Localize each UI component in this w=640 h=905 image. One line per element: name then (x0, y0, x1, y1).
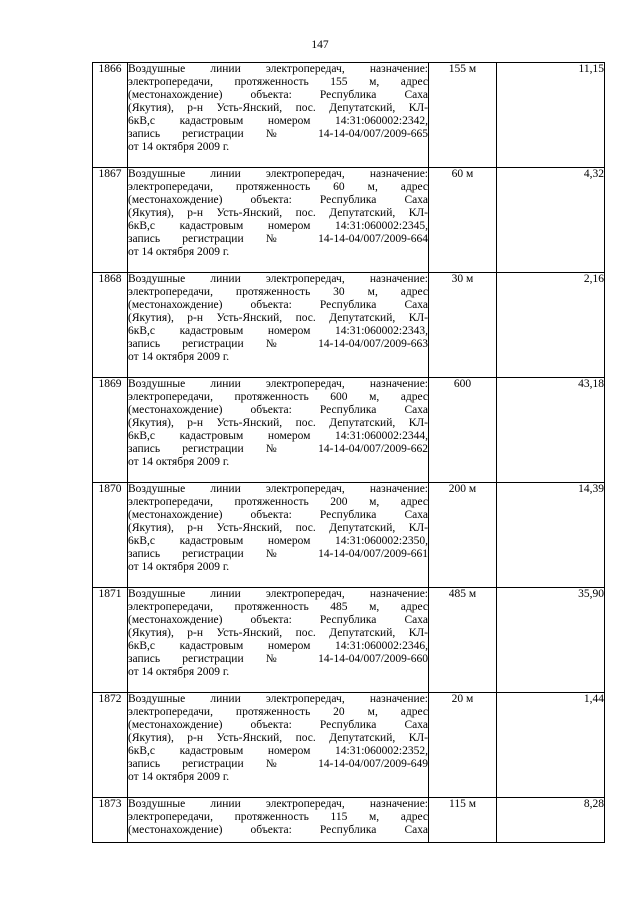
row-description (128, 378, 429, 483)
description-line: 6кВ,с кадастровым номером 14:31:060002:2350, (128, 535, 428, 547)
description-line: запись регистрации № 14-14-04/007/2009-664 (128, 233, 428, 245)
description-line: Воздушные линии электропередач, назначение: (128, 168, 428, 180)
description-line: (Якутия), р-н Усть-Янский, пос. Депутатский, КЛ- (128, 732, 428, 744)
description-line: 6кВ,с кадастровым номером 14:31:060002:2342, (128, 115, 428, 127)
row-length: 60 м (429, 168, 497, 273)
description-line: электропередачи, протяженность 485 м, адрес (128, 601, 428, 613)
table-row (93, 588, 605, 693)
row-description (128, 588, 429, 693)
description-line: от 14 октября 2009 г. (128, 351, 230, 363)
description-line: электропередачи, протяженность 155 м, адрес (128, 76, 428, 88)
description-line: от 14 октября 2009 г. (128, 771, 230, 783)
description-line: электропередачи, протяженность 60 м, адрес (128, 181, 428, 193)
row-description (128, 63, 429, 168)
description-line: электропередачи, протяженность 600 м, адрес (128, 391, 428, 403)
description-line: Воздушные линии электропередач, назначение: (128, 63, 428, 75)
row-description (128, 483, 429, 588)
description-line: от 14 октября 2009 г. (128, 666, 230, 678)
description-line: (Якутия), р-н Усть-Янский, пос. Депутатский, КЛ- (128, 627, 428, 639)
row-value: 43,18 (497, 378, 605, 483)
description-line: запись регистрации № 14-14-04/007/2009-665 (128, 128, 428, 140)
page-number: 147 (311, 39, 329, 51)
row-number: 1870 (93, 483, 128, 588)
description-line: Воздушные линии электропередач, назначение: (128, 273, 428, 285)
description-line: (местонахождение) объекта: Республика Саха (128, 509, 428, 521)
table-row (93, 378, 605, 483)
description-line: запись регистрации № 14-14-04/007/2009-661 (128, 548, 428, 560)
description-line: от 14 октября 2009 г. (128, 246, 230, 258)
row-description (128, 168, 429, 273)
table-row (93, 798, 605, 843)
description-line: (местонахождение) объекта: Республика Саха (128, 89, 428, 101)
description-line: запись регистрации № 14-14-04/007/2009-660 (128, 653, 428, 665)
description-line: (Якутия), р-н Усть-Янский, пос. Депутатский, КЛ- (128, 417, 428, 429)
description-line: запись регистрации № 14-14-04/007/2009-649 (128, 758, 428, 770)
table-row (93, 63, 605, 168)
row-length: 200 м (429, 483, 497, 588)
row-value: 2,16 (497, 273, 605, 378)
row-value: 35,90 (497, 588, 605, 693)
table-row (93, 483, 605, 588)
description-line: (местонахождение) объекта: Республика Саха (128, 824, 428, 836)
description-line: (Якутия), р-н Усть-Янский, пос. Депутатский, КЛ- (128, 522, 428, 534)
description-line: электропередачи, протяженность 20 м, адрес (128, 706, 428, 718)
description-line: запись регистрации № 14-14-04/007/2009-663 (128, 338, 428, 350)
description-line: электропередачи, протяженность 30 м, адрес (128, 286, 428, 298)
row-number: 1868 (93, 273, 128, 378)
table-row (93, 693, 605, 798)
row-length: 485 м (429, 588, 497, 693)
description-line: 6кВ,с кадастровым номером 14:31:060002:2352, (128, 745, 428, 757)
description-line: (Якутия), р-н Усть-Янский, пос. Депутатский, КЛ- (128, 207, 428, 219)
row-number: 1867 (93, 168, 128, 273)
description-line: Воздушные линии электропередач, назначение: (128, 693, 428, 705)
row-number: 1873 (93, 798, 128, 843)
row-value: 4,32 (497, 168, 605, 273)
description-line: 6кВ,с кадастровым номером 14:31:060002:2343, (128, 325, 428, 337)
table-row (93, 168, 605, 273)
row-length: 115 м (429, 798, 497, 843)
description-line: (местонахождение) объекта: Республика Саха (128, 614, 428, 626)
description-line: от 14 октября 2009 г. (128, 561, 230, 573)
description-line: от 14 октября 2009 г. (128, 141, 230, 153)
row-value: 8,28 (497, 798, 605, 843)
description-line: (местонахождение) объекта: Республика Саха (128, 194, 428, 206)
row-length: 20 м (429, 693, 497, 798)
row-number: 1871 (93, 588, 128, 693)
description-line: Воздушные линии электропередач, назначение: (128, 588, 428, 600)
table-row (93, 273, 605, 378)
property-registry-table (92, 62, 605, 843)
description-line: запись регистрации № 14-14-04/007/2009-662 (128, 443, 428, 455)
row-number: 1872 (93, 693, 128, 798)
description-line: электропередачи, протяженность 200 м, адрес (128, 496, 428, 508)
row-description (128, 693, 429, 798)
description-line: электропередачи, протяженность 115 м, адрес (128, 811, 428, 823)
row-description (128, 798, 429, 843)
description-line: (местонахождение) объекта: Республика Саха (128, 719, 428, 731)
row-number: 1866 (93, 63, 128, 168)
description-line: (местонахождение) объекта: Республика Саха (128, 299, 428, 311)
description-line: (местонахождение) объекта: Республика Саха (128, 404, 428, 416)
description-line: Воздушные линии электропередач, назначение: (128, 798, 428, 810)
description-line: (Якутия), р-н Усть-Янский, пос. Депутатский, КЛ- (128, 312, 428, 324)
description-line: 6кВ,с кадастровым номером 14:31:060002:2344, (128, 430, 428, 442)
row-length: 30 м (429, 273, 497, 378)
description-line: 6кВ,с кадастровым номером 14:31:060002:2345, (128, 220, 428, 232)
row-length: 155 м (429, 63, 497, 168)
description-line: 6кВ,с кадастровым номером 14:31:060002:2346, (128, 640, 428, 652)
description-line: от 14 октября 2009 г. (128, 456, 230, 468)
row-length: 600 (429, 378, 497, 483)
row-value: 14,39 (497, 483, 605, 588)
description-line: (Якутия), р-н Усть-Янский, пос. Депутатский, КЛ- (128, 102, 428, 114)
row-value: 1,44 (497, 693, 605, 798)
description-line: Воздушные линии электропередач, назначение: (128, 378, 428, 390)
row-description (128, 273, 429, 378)
description-line: Воздушные линии электропередач, назначение: (128, 483, 428, 495)
row-value: 11,15 (497, 63, 605, 168)
registry-table-body (93, 63, 605, 843)
row-number: 1869 (93, 378, 128, 483)
